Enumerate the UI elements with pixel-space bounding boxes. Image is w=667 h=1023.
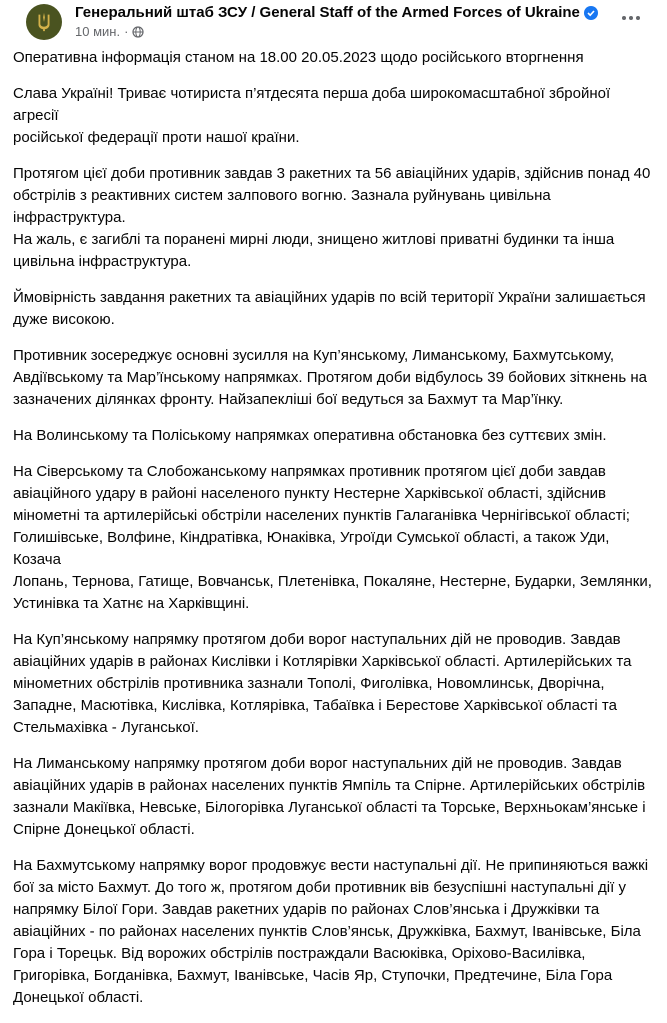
more-dot (636, 16, 640, 20)
post-paragraph: На Лиманському напрямку протягом доби ворог наступальних дій не проводив. Завдав авіаційних ударів в районах населених пунктів Ямпіль та Спірне. Артилерійських обстрілів зазнали Макіївка, Невське, Білогорівка Луганської області та Торське, Верхньокам’янське і Спірне Донецької області. (13, 755, 646, 838)
more-options-button[interactable] (613, 0, 649, 36)
page-name-row (75, 4, 598, 22)
post-paragraph: Ймовірність завдання ракетних та авіаційних ударів по всій території України залишається дуже високою. (13, 289, 646, 328)
page-name-link[interactable]: Генеральний штаб ЗСУ / General Staff of the Armed Forces of Ukraine (75, 4, 580, 21)
post-header (13, 0, 655, 44)
page-info (75, 4, 598, 40)
more-options-icon (622, 16, 626, 20)
more-dot (629, 16, 633, 20)
post-body (13, 47, 653, 1023)
post-paragraph: Слава Україні! Триває чотириста п’ятдесята перша доба широкомасштабної збройної агресії російської федерації проти нашої країни. (13, 85, 611, 146)
meta-separator: · (124, 24, 129, 39)
post-paragraph: На Куп’янському напрямку протягом доби ворог наступальних дій не проводив. Завдав авіаційних ударів в районах Кислівки і Котлярівки Харківської області. Артилерійських та мінометних обстрілів противника зазнали Тополі, Фиголівка, Новомлинськ, Дворічна, Западне, Масютівка, Кислівка, Котлярівка, Табаївка і Берестове Харківської області та Стельмахівка - Луганської. (13, 631, 632, 736)
post-paragraph: На Бахмутському напрямку ворог продовжує вести наступальні дії. Не припиняються важкі бої за місто Бахмут. До того ж, протягом доби противник вів безуспішні наступальні дії у напрямку Білої Гори. Завдав ракетних ударів по районах Слов’янська і Дружківки та авіаційних - по районах населених пунктів Слов’янськ, Дружківка, Бахмут, Іванівське, Біла Гора і Торецьк. Від ворожих обстрілів постраждали Васюківка, Оріхово-Василівка, Григорівка, Богданівка, Бахмут, Іванівське, Часів Яр, Ступочки, Предтечине, Біла Гора Донецької області. (13, 857, 649, 1006)
post-timestamp-link[interactable]: 10 мин. (75, 24, 121, 39)
post-paragraph: На Волинському та Поліському напрямках оперативна обстановка без суттєвих змін. (13, 427, 607, 444)
verified-badge-icon (584, 6, 598, 20)
post-paragraph: На Сіверському та Слобожанському напрямках противник протягом цієї доби завдав авіаційного удару в районі населеного пункту Нестерне Харківської області, здійснив мінометні та артилерійські обстріли населених пунктів Галаганівка Чернігівської області; Голишівське, Волфине, Кіндратівка, Юнаківка, Угроїди Сумської області, а також Уди, Козача Лопань, Тернова, Гатище, Вовчанськ, Плетенівка, Покаляне, Нестерне, Бударки, Землянки, Устинівка та Хатнє на Харківщині. (13, 463, 652, 612)
post-paragraph: Противник зосереджує основні зусилля на Куп’янському, Лиманському, Бахмутському, Авдіївському та Мар’їнському напрямках. Протягом доби відбулось 39 бойових зіткнень на зазначених ділянках фронту. Найзапекліші бої ведуться за Бахмут та Мар’їнку. (13, 347, 647, 408)
post-paragraph-title: Оперативна інформація станом на 18.00 20.05.2023 щодо російського вторгнення (13, 49, 584, 66)
post-meta (75, 24, 598, 40)
trident-emblem-icon (33, 11, 55, 33)
globe-icon (132, 26, 144, 38)
page-avatar[interactable] (26, 4, 62, 40)
post-paragraph: Протягом цієї доби противник завдав 3 ракетних та 56 авіаційних ударів, здійснив понад 40 обстрілів з реактивних систем залпового вогню. Зазнала руйнувань цивільна інфраструктура. На жаль, є загиблі та поранені мирні люди, знищено житлові приватні будинки та інша цивільна інфраструктура. (13, 165, 651, 270)
